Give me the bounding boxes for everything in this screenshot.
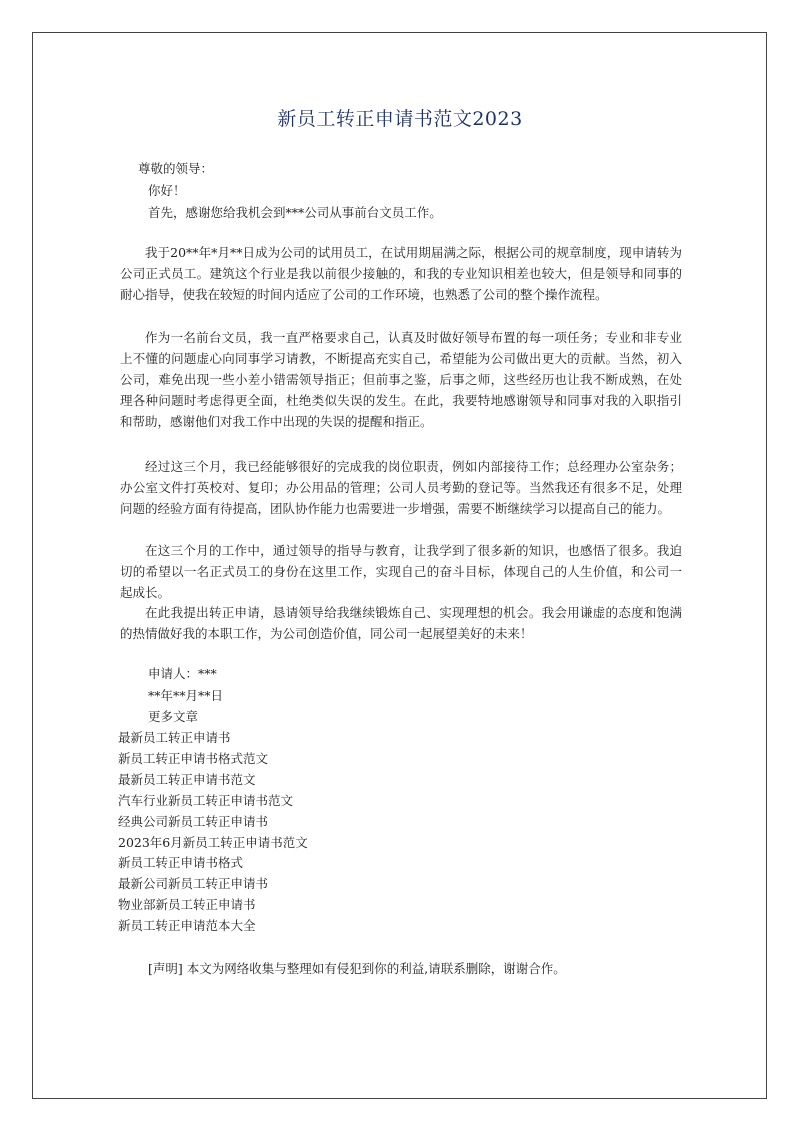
salutation: 尊敬的领导： [138,161,214,176]
paragraph-5: 在此我提出转正申请，恳请领导给我继续锻炼自己、实现理想的机会。我会用谦虚的态度和饱满的热情做好我的本职工作，为公司创造价值，同公司一起展望美好的未来！ [120,605,682,641]
article-link[interactable]: 最新员工转正申请书范文 [118,771,256,787]
date-line: **年**月**日 [148,688,224,703]
article-link[interactable]: 2023年6月新员工转正申请书范文 [118,834,308,850]
paragraph-2: 作为一名前台文员，我一直严格要求自己，认真及时做好领导布置的每一项任务；专业和非专业上不懂的问题虚心向同事学习请教，不断提高充实自己，希望能为公司做出更大的贡献。当然，初入公司，难免出现一些小差小错需领导指正；但前事之鉴，后事之师，这些经历也让我不断成熟，在处理各种问题时考虑得更全面，杜绝类似失误的发生。在此，我要特地感谢领导和同事对我的入职指引和帮助，感谢他们对我工作中出现的失误的提醒和指正。 [120,330,682,429]
applicant-line: 申请人：*** [148,666,217,681]
disclaimer: [声明] 本文为网络收集与整理如有侵犯到你的利益,请联系删除，谢谢合作。 [148,961,566,976]
article-link[interactable]: 新员工转正申请书格式范文 [118,750,269,766]
paragraph-4: 在这三个月的工作中，通过领导的指导与教育，让我学到了很多新的知识，也感悟了很多。我迫切的希望以一名正式员工的身份在这里工作，实现自己的奋斗目标，体现自己的人生价值，和公司一起成长。 [120,543,682,600]
article-link[interactable]: 新员工转正申请范本大全 [118,918,256,934]
more-articles-list [118,728,308,937]
intro-line: 首先，感谢您给我机会到***公司从事前台文员工作。 [148,205,442,220]
article-link[interactable]: 经典公司新员工转正申请书 [118,813,269,829]
paragraph-1: 我于20**年*月**日成为公司的试用员工，在试用期届满之际，根据公司的规章制度，现申请转为公司正式员工。建筑这个行业是我以前很少接触的，和我的专业知识相差也较大，但是领导和同事的耐心指导，使我在较短的时间内适应了公司的工作环境，也熟悉了公司的整个操作流程。 [120,245,682,302]
article-link[interactable]: 新员工转正申请书格式 [118,855,244,871]
article-link[interactable]: 汽车行业新员工转正申请书范文 [118,792,294,808]
article-link[interactable]: 最新公司新员工转正申请书 [118,876,269,892]
article-link[interactable]: 物业部新员工转正申请书 [118,897,256,913]
paragraph-3: 经过这三个月，我已经能够很好的完成我的岗位职责，例如内部接待工作；总经理办公室杂务；办公室文件打英校对、复印；办公用品的管理；公司人员考勤的登记等。当然我还有很多不足，处理问题的经验方面有待提高，团队协作能力也需要进一步增强，需要不断继续学习以提高自己的能力。 [120,459,682,516]
document-title: 新员工转正申请书范文2023 [277,108,523,130]
article-link[interactable]: 最新员工转正申请书 [118,730,231,745]
greeting: 你好！ [148,183,186,198]
more-articles-heading: 更多文章 [148,709,199,724]
